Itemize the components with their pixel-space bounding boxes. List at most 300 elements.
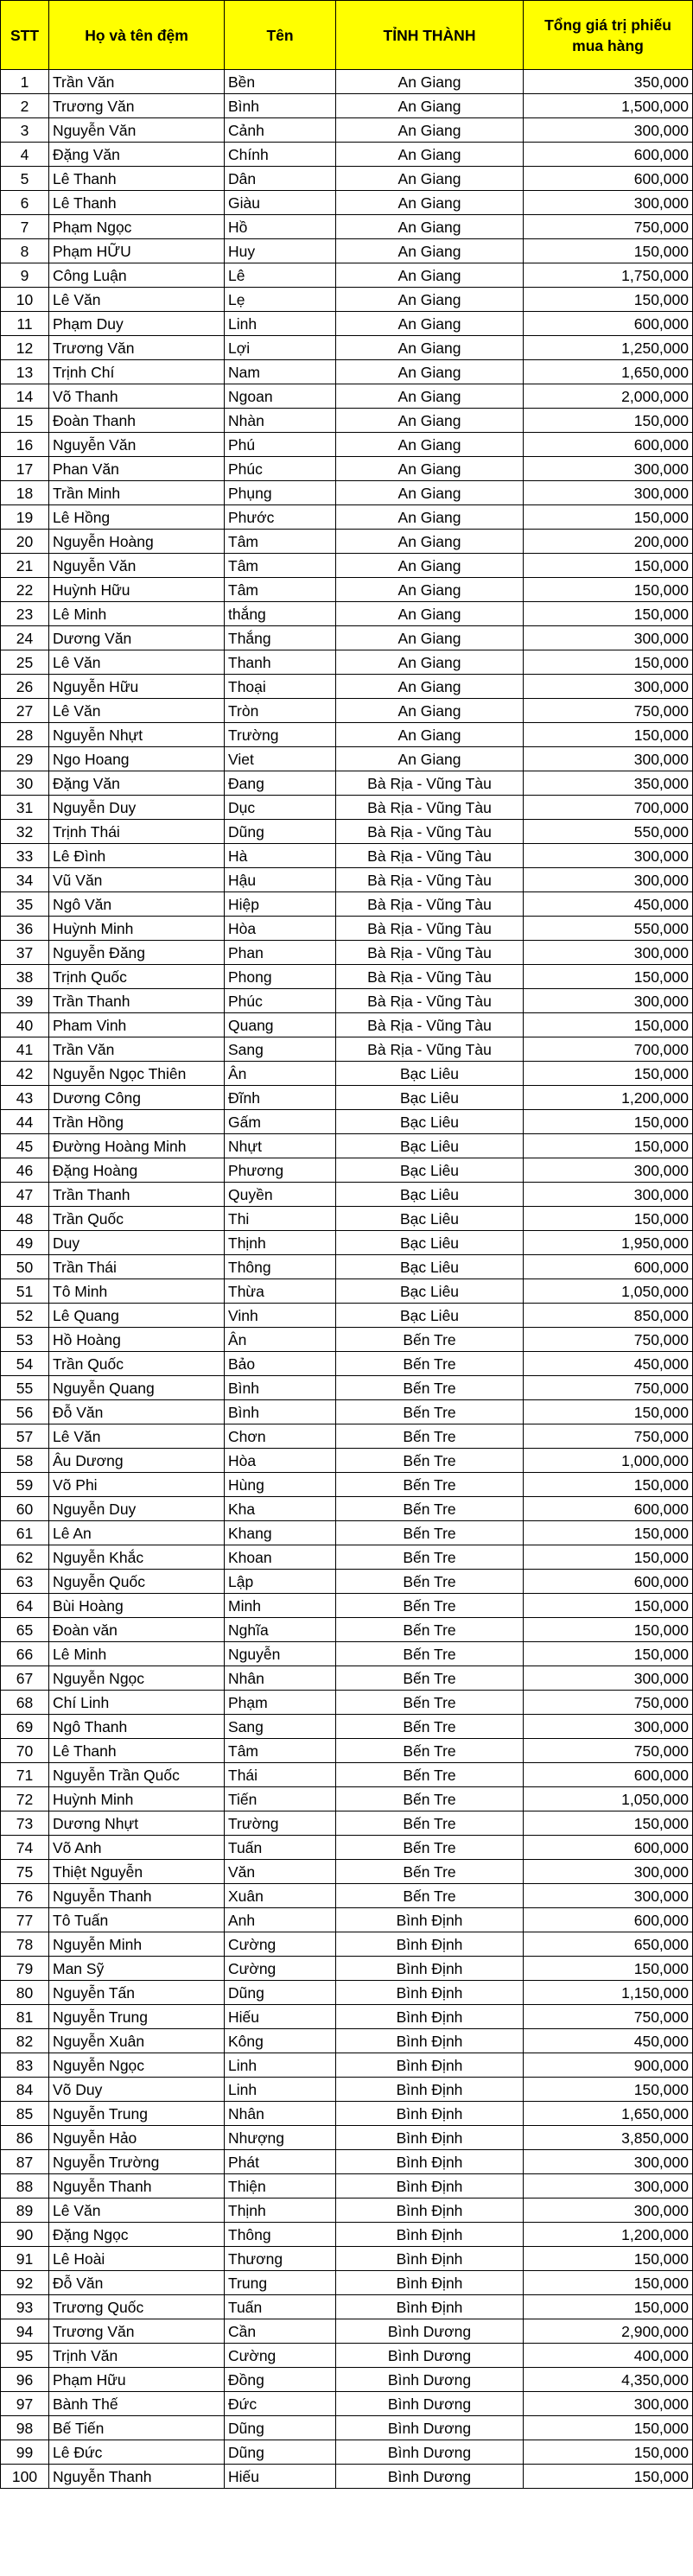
cell-stt: 41 bbox=[1, 1037, 49, 1062]
cell-voucher-total: 300,000 bbox=[524, 1884, 693, 1908]
cell-middle-name: Phạm Ngọc bbox=[49, 215, 225, 239]
cell-middle-name: Lê Văn bbox=[49, 650, 225, 675]
cell-province: An Giang bbox=[336, 384, 524, 409]
cell-stt: 88 bbox=[1, 2174, 49, 2198]
table-row bbox=[1, 1666, 693, 1691]
cell-first-name: Đang bbox=[225, 771, 336, 796]
cell-stt: 78 bbox=[1, 1932, 49, 1957]
cell-middle-name: Lê Đình bbox=[49, 844, 225, 868]
cell-first-name: Hùng bbox=[225, 1473, 336, 1497]
table-row bbox=[1, 796, 693, 820]
table-header bbox=[1, 1, 693, 70]
cell-province: Bình Định bbox=[336, 2295, 524, 2319]
cell-stt: 95 bbox=[1, 2344, 49, 2368]
cell-province: An Giang bbox=[336, 409, 524, 433]
cell-stt: 5 bbox=[1, 167, 49, 191]
cell-stt: 68 bbox=[1, 1691, 49, 1715]
cell-first-name: Minh bbox=[225, 1594, 336, 1618]
cell-province: Bến Tre bbox=[336, 1739, 524, 1763]
cell-middle-name: Đường Hoàng Minh bbox=[49, 1134, 225, 1158]
cell-stt: 62 bbox=[1, 1545, 49, 1570]
cell-first-name: Thương bbox=[225, 2247, 336, 2271]
cell-voucher-total: 150,000 bbox=[524, 2271, 693, 2295]
cell-first-name: Cường bbox=[225, 1932, 336, 1957]
cell-first-name: Cảnh bbox=[225, 118, 336, 143]
cell-voucher-total: 600,000 bbox=[524, 167, 693, 191]
table-row bbox=[1, 1811, 693, 1836]
cell-stt: 58 bbox=[1, 1449, 49, 1473]
cell-first-name: Nhàn bbox=[225, 409, 336, 433]
cell-stt: 21 bbox=[1, 554, 49, 578]
cell-voucher-total: 150,000 bbox=[524, 409, 693, 433]
cell-stt: 12 bbox=[1, 336, 49, 360]
cell-voucher-total: 2,000,000 bbox=[524, 384, 693, 409]
cell-stt: 72 bbox=[1, 1787, 49, 1811]
cell-middle-name: Nguyễn Trần Quốc bbox=[49, 1763, 225, 1787]
cell-first-name: Đĩnh bbox=[225, 1086, 336, 1110]
cell-province: Bình Định bbox=[336, 2102, 524, 2126]
cell-first-name: Giàu bbox=[225, 191, 336, 215]
cell-province: Bà Rịa - Vũng Tàu bbox=[336, 844, 524, 868]
cell-stt: 14 bbox=[1, 384, 49, 409]
table-row bbox=[1, 2319, 693, 2344]
cell-voucher-total: 300,000 bbox=[524, 481, 693, 505]
cell-first-name: Quyền bbox=[225, 1183, 336, 1207]
cell-first-name: Ngoan bbox=[225, 384, 336, 409]
cell-middle-name: Trương Quốc bbox=[49, 2295, 225, 2319]
cell-first-name: Hòa bbox=[225, 917, 336, 941]
cell-voucher-total: 150,000 bbox=[524, 1642, 693, 1666]
cell-voucher-total: 850,000 bbox=[524, 1304, 693, 1328]
cell-middle-name: Bùi Hoàng bbox=[49, 1594, 225, 1618]
cell-voucher-total: 150,000 bbox=[524, 1521, 693, 1545]
cell-first-name: Chơn bbox=[225, 1424, 336, 1449]
cell-voucher-total: 1,250,000 bbox=[524, 336, 693, 360]
cell-first-name: Cường bbox=[225, 1957, 336, 1981]
cell-middle-name: Duy bbox=[49, 1231, 225, 1255]
cell-province: Bình Định bbox=[336, 2078, 524, 2102]
cell-province: An Giang bbox=[336, 312, 524, 336]
header-stt: STT bbox=[1, 1, 49, 70]
cell-province: Bà Rịa - Vũng Tàu bbox=[336, 941, 524, 965]
cell-voucher-total: 450,000 bbox=[524, 1352, 693, 1376]
cell-middle-name: Nguyễn Ngọc bbox=[49, 1666, 225, 1691]
table-row bbox=[1, 1763, 693, 1787]
cell-stt: 65 bbox=[1, 1618, 49, 1642]
cell-province: Bến Tre bbox=[336, 1811, 524, 1836]
table-row bbox=[1, 2440, 693, 2465]
cell-middle-name: Trịnh Chí bbox=[49, 360, 225, 384]
cell-first-name: Vinh bbox=[225, 1304, 336, 1328]
cell-voucher-total: 150,000 bbox=[524, 1400, 693, 1424]
table-row bbox=[1, 1134, 693, 1158]
cell-first-name: Khoan bbox=[225, 1545, 336, 1570]
cell-stt: 89 bbox=[1, 2198, 49, 2223]
cell-first-name: Phương bbox=[225, 1158, 336, 1183]
cell-stt: 98 bbox=[1, 2416, 49, 2440]
cell-first-name: Lập bbox=[225, 1570, 336, 1594]
table-row bbox=[1, 747, 693, 771]
cell-voucher-total: 150,000 bbox=[524, 602, 693, 626]
table-row bbox=[1, 505, 693, 530]
cell-first-name: Thịnh bbox=[225, 1231, 336, 1255]
cell-middle-name: Nguyễn Duy bbox=[49, 1497, 225, 1521]
table-row bbox=[1, 1473, 693, 1497]
cell-province: Bình Dương bbox=[336, 2368, 524, 2392]
cell-middle-name: Bành Thế bbox=[49, 2392, 225, 2416]
table-row bbox=[1, 723, 693, 747]
table-row bbox=[1, 1981, 693, 2005]
cell-stt: 31 bbox=[1, 796, 49, 820]
cell-province: Bến Tre bbox=[336, 1545, 524, 1570]
cell-voucher-total: 750,000 bbox=[524, 1328, 693, 1352]
cell-first-name: Phạm bbox=[225, 1691, 336, 1715]
cell-province: Bến Tre bbox=[336, 1376, 524, 1400]
cell-first-name: Xuân bbox=[225, 1884, 336, 1908]
cell-middle-name: Man Sỹ bbox=[49, 1957, 225, 1981]
cell-middle-name: Trương Văn bbox=[49, 94, 225, 118]
cell-first-name: Bảo bbox=[225, 1352, 336, 1376]
table-row bbox=[1, 1062, 693, 1086]
cell-stt: 3 bbox=[1, 118, 49, 143]
cell-stt: 83 bbox=[1, 2053, 49, 2078]
cell-voucher-total: 300,000 bbox=[524, 868, 693, 892]
cell-first-name: Trường bbox=[225, 1811, 336, 1836]
cell-province: Bình Định bbox=[336, 2174, 524, 2198]
cell-first-name: Bình bbox=[225, 1376, 336, 1400]
cell-middle-name: Nguyễn Ngọc Thiên bbox=[49, 1062, 225, 1086]
cell-province: Bến Tre bbox=[336, 1570, 524, 1594]
cell-first-name: Hiệp bbox=[225, 892, 336, 917]
table-row bbox=[1, 868, 693, 892]
cell-middle-name: Trần Hồng bbox=[49, 1110, 225, 1134]
cell-first-name: Dân bbox=[225, 167, 336, 191]
cell-first-name: Phát bbox=[225, 2150, 336, 2174]
table-row bbox=[1, 1449, 693, 1473]
header-first-name: Tên bbox=[225, 1, 336, 70]
cell-first-name: Ân bbox=[225, 1328, 336, 1352]
table-row bbox=[1, 1932, 693, 1957]
cell-voucher-total: 2,900,000 bbox=[524, 2319, 693, 2344]
cell-middle-name: Trương Văn bbox=[49, 2319, 225, 2344]
cell-first-name: Cần bbox=[225, 2319, 336, 2344]
cell-voucher-total: 300,000 bbox=[524, 2392, 693, 2416]
table-row bbox=[1, 1400, 693, 1424]
cell-middle-name: Nguyễn Minh bbox=[49, 1932, 225, 1957]
table-row bbox=[1, 1037, 693, 1062]
cell-middle-name: Phạm Duy bbox=[49, 312, 225, 336]
cell-middle-name: Đỗ Văn bbox=[49, 1400, 225, 1424]
cell-province: Bến Tre bbox=[336, 1666, 524, 1691]
cell-middle-name: Trịnh Quốc bbox=[49, 965, 225, 989]
cell-province: Bình Định bbox=[336, 1908, 524, 1932]
table-row bbox=[1, 1013, 693, 1037]
table-row bbox=[1, 1424, 693, 1449]
cell-stt: 84 bbox=[1, 2078, 49, 2102]
table-row bbox=[1, 94, 693, 118]
table-row bbox=[1, 2392, 693, 2416]
cell-stt: 71 bbox=[1, 1763, 49, 1787]
cell-middle-name: Huỳnh Minh bbox=[49, 1787, 225, 1811]
cell-first-name: Kông bbox=[225, 2029, 336, 2053]
cell-province: Bà Rịa - Vũng Tàu bbox=[336, 868, 524, 892]
cell-stt: 80 bbox=[1, 1981, 49, 2005]
cell-voucher-total: 150,000 bbox=[524, 505, 693, 530]
table-row bbox=[1, 965, 693, 989]
header-voucher-total: Tổng giá trị phiếu mua hàng bbox=[524, 1, 693, 70]
table-row bbox=[1, 820, 693, 844]
table-row bbox=[1, 1183, 693, 1207]
cell-first-name: Gấm bbox=[225, 1110, 336, 1134]
cell-voucher-total: 450,000 bbox=[524, 2029, 693, 2053]
cell-first-name: Dũng bbox=[225, 2440, 336, 2465]
cell-stt: 59 bbox=[1, 1473, 49, 1497]
table-row bbox=[1, 844, 693, 868]
cell-province: Bình Dương bbox=[336, 2440, 524, 2465]
cell-province: Bình Dương bbox=[336, 2344, 524, 2368]
cell-stt: 13 bbox=[1, 360, 49, 384]
cell-province: An Giang bbox=[336, 675, 524, 699]
cell-voucher-total: 600,000 bbox=[524, 1836, 693, 1860]
cell-stt: 1 bbox=[1, 70, 49, 94]
cell-voucher-total: 150,000 bbox=[524, 1594, 693, 1618]
cell-middle-name: Nguyễn Thanh bbox=[49, 1884, 225, 1908]
cell-voucher-total: 300,000 bbox=[524, 118, 693, 143]
header-middle-name: Họ và tên đệm bbox=[49, 1, 225, 70]
cell-middle-name: Trịnh Thái bbox=[49, 820, 225, 844]
cell-voucher-total: 300,000 bbox=[524, 457, 693, 481]
cell-middle-name: Trần Văn bbox=[49, 1037, 225, 1062]
cell-stt: 93 bbox=[1, 2295, 49, 2319]
cell-middle-name: Đặng Hoàng bbox=[49, 1158, 225, 1183]
cell-province: Bạc Liêu bbox=[336, 1304, 524, 1328]
cell-stt: 96 bbox=[1, 2368, 49, 2392]
table-row bbox=[1, 2271, 693, 2295]
cell-stt: 92 bbox=[1, 2271, 49, 2295]
cell-middle-name: Nguyễn Hảo bbox=[49, 2126, 225, 2150]
table-row bbox=[1, 481, 693, 505]
cell-middle-name: Chí Linh bbox=[49, 1691, 225, 1715]
cell-province: Bình Định bbox=[336, 2029, 524, 2053]
cell-voucher-total: 300,000 bbox=[524, 747, 693, 771]
cell-first-name: Linh bbox=[225, 2078, 336, 2102]
cell-stt: 81 bbox=[1, 2005, 49, 2029]
cell-stt: 54 bbox=[1, 1352, 49, 1376]
cell-first-name: Tiến bbox=[225, 1787, 336, 1811]
table-row bbox=[1, 1086, 693, 1110]
cell-first-name: Tâm bbox=[225, 554, 336, 578]
table-row bbox=[1, 1545, 693, 1570]
cell-middle-name: Nguyễn Nhựt bbox=[49, 723, 225, 747]
cell-first-name: Tâm bbox=[225, 1739, 336, 1763]
cell-province: Bạc Liêu bbox=[336, 1110, 524, 1134]
table-row bbox=[1, 1642, 693, 1666]
cell-stt: 67 bbox=[1, 1666, 49, 1691]
cell-middle-name: Nguyễn Ngọc bbox=[49, 2053, 225, 2078]
cell-middle-name: Lê Văn bbox=[49, 699, 225, 723]
table-row bbox=[1, 1884, 693, 1908]
cell-voucher-total: 750,000 bbox=[524, 1376, 693, 1400]
cell-voucher-total: 350,000 bbox=[524, 70, 693, 94]
cell-middle-name: Trần Thanh bbox=[49, 989, 225, 1013]
cell-first-name: Lẹ bbox=[225, 288, 336, 312]
table-row bbox=[1, 1279, 693, 1304]
cell-stt: 19 bbox=[1, 505, 49, 530]
table-row bbox=[1, 70, 693, 94]
cell-stt: 42 bbox=[1, 1062, 49, 1086]
cell-first-name: Nhân bbox=[225, 2102, 336, 2126]
cell-province: An Giang bbox=[336, 167, 524, 191]
cell-stt: 51 bbox=[1, 1279, 49, 1304]
cell-middle-name: Đoàn Thanh bbox=[49, 409, 225, 433]
cell-voucher-total: 600,000 bbox=[524, 1255, 693, 1279]
cell-first-name: Hiếu bbox=[225, 2005, 336, 2029]
cell-voucher-total: 300,000 bbox=[524, 1183, 693, 1207]
table-row bbox=[1, 675, 693, 699]
cell-province: An Giang bbox=[336, 505, 524, 530]
cell-province: Bến Tre bbox=[336, 1521, 524, 1545]
cell-stt: 75 bbox=[1, 1860, 49, 1884]
cell-first-name: Thừa bbox=[225, 1279, 336, 1304]
cell-voucher-total: 300,000 bbox=[524, 1666, 693, 1691]
cell-first-name: Tròn bbox=[225, 699, 336, 723]
cell-middle-name: Nguyễn Văn bbox=[49, 118, 225, 143]
cell-stt: 27 bbox=[1, 699, 49, 723]
table-row bbox=[1, 1521, 693, 1545]
cell-voucher-total: 1,000,000 bbox=[524, 1449, 693, 1473]
cell-voucher-total: 600,000 bbox=[524, 143, 693, 167]
cell-first-name: Trung bbox=[225, 2271, 336, 2295]
table-row bbox=[1, 2416, 693, 2440]
table-row bbox=[1, 1860, 693, 1884]
cell-stt: 39 bbox=[1, 989, 49, 1013]
cell-first-name: Bình bbox=[225, 1400, 336, 1424]
table-row bbox=[1, 602, 693, 626]
table-row bbox=[1, 2465, 693, 2489]
cell-province: Bình Định bbox=[336, 1932, 524, 1957]
cell-stt: 30 bbox=[1, 771, 49, 796]
cell-stt: 90 bbox=[1, 2223, 49, 2247]
cell-province: An Giang bbox=[336, 118, 524, 143]
cell-stt: 49 bbox=[1, 1231, 49, 1255]
cell-stt: 29 bbox=[1, 747, 49, 771]
cell-first-name: Dũng bbox=[225, 2416, 336, 2440]
table-row bbox=[1, 1328, 693, 1352]
cell-voucher-total: 200,000 bbox=[524, 530, 693, 554]
table-row bbox=[1, 892, 693, 917]
cell-voucher-total: 150,000 bbox=[524, 1110, 693, 1134]
cell-middle-name: Nguyễn Trường bbox=[49, 2150, 225, 2174]
table-row bbox=[1, 1618, 693, 1642]
cell-voucher-total: 650,000 bbox=[524, 1932, 693, 1957]
table-row bbox=[1, 143, 693, 167]
cell-province: An Giang bbox=[336, 143, 524, 167]
cell-province: Bến Tre bbox=[336, 1618, 524, 1642]
table-row bbox=[1, 288, 693, 312]
cell-province: Bến Tre bbox=[336, 1884, 524, 1908]
cell-province: An Giang bbox=[336, 239, 524, 263]
cell-stt: 56 bbox=[1, 1400, 49, 1424]
cell-middle-name: Dương Công bbox=[49, 1086, 225, 1110]
cell-stt: 63 bbox=[1, 1570, 49, 1594]
cell-province: Bình Định bbox=[336, 1981, 524, 2005]
cell-province: Bình Định bbox=[336, 1957, 524, 1981]
cell-stt: 4 bbox=[1, 143, 49, 167]
cell-first-name: Hà bbox=[225, 844, 336, 868]
cell-stt: 16 bbox=[1, 433, 49, 457]
table-row bbox=[1, 1570, 693, 1594]
cell-voucher-total: 1,750,000 bbox=[524, 263, 693, 288]
cell-first-name: Chính bbox=[225, 143, 336, 167]
cell-middle-name: Lê Thanh bbox=[49, 191, 225, 215]
cell-middle-name: Trần Quốc bbox=[49, 1352, 225, 1376]
cell-province: Bà Rịa - Vũng Tàu bbox=[336, 892, 524, 917]
cell-voucher-total: 150,000 bbox=[524, 1545, 693, 1570]
cell-voucher-total: 750,000 bbox=[524, 1739, 693, 1763]
cell-middle-name: Võ Thanh bbox=[49, 384, 225, 409]
table-row bbox=[1, 433, 693, 457]
cell-middle-name: Võ Anh bbox=[49, 1836, 225, 1860]
cell-stt: 74 bbox=[1, 1836, 49, 1860]
cell-middle-name: Đặng Ngọc bbox=[49, 2223, 225, 2247]
cell-province: An Giang bbox=[336, 336, 524, 360]
cell-province: Bình Định bbox=[336, 2247, 524, 2271]
cell-middle-name: Lê Hoài bbox=[49, 2247, 225, 2271]
table-row bbox=[1, 1691, 693, 1715]
cell-middle-name: Lê Đức bbox=[49, 2440, 225, 2465]
cell-middle-name: Nguyễn Văn bbox=[49, 554, 225, 578]
cell-stt: 18 bbox=[1, 481, 49, 505]
cell-middle-name: Nguyễn Khắc bbox=[49, 1545, 225, 1570]
cell-middle-name: Hồ Hoàng bbox=[49, 1328, 225, 1352]
cell-middle-name: Lê Văn bbox=[49, 1424, 225, 1449]
cell-first-name: Linh bbox=[225, 2053, 336, 2078]
cell-first-name: Tâm bbox=[225, 578, 336, 602]
cell-province: An Giang bbox=[336, 626, 524, 650]
table-row bbox=[1, 1908, 693, 1932]
table-row bbox=[1, 2126, 693, 2150]
cell-stt: 23 bbox=[1, 602, 49, 626]
cell-middle-name: Phạm HỮU bbox=[49, 239, 225, 263]
table-row bbox=[1, 1255, 693, 1279]
table-row bbox=[1, 2247, 693, 2271]
cell-voucher-total: 150,000 bbox=[524, 1811, 693, 1836]
cell-first-name: Hiếu bbox=[225, 2465, 336, 2489]
cell-voucher-total: 1,650,000 bbox=[524, 2102, 693, 2126]
cell-stt: 94 bbox=[1, 2319, 49, 2344]
cell-stt: 28 bbox=[1, 723, 49, 747]
cell-stt: 55 bbox=[1, 1376, 49, 1400]
cell-voucher-total: 1,650,000 bbox=[524, 360, 693, 384]
cell-stt: 36 bbox=[1, 917, 49, 941]
cell-province: An Giang bbox=[336, 288, 524, 312]
cell-stt: 45 bbox=[1, 1134, 49, 1158]
table-row bbox=[1, 2078, 693, 2102]
cell-voucher-total: 300,000 bbox=[524, 626, 693, 650]
cell-first-name: Nhựt bbox=[225, 1134, 336, 1158]
cell-voucher-total: 150,000 bbox=[524, 650, 693, 675]
cell-voucher-total: 600,000 bbox=[524, 312, 693, 336]
cell-stt: 76 bbox=[1, 1884, 49, 1908]
table-row bbox=[1, 650, 693, 675]
cell-first-name: Sang bbox=[225, 1037, 336, 1062]
cell-voucher-total: 300,000 bbox=[524, 1158, 693, 1183]
cell-middle-name: Trần Thanh bbox=[49, 1183, 225, 1207]
cell-province: Bến Tre bbox=[336, 1497, 524, 1521]
cell-province: Bến Tre bbox=[336, 1860, 524, 1884]
cell-first-name: Thông bbox=[225, 2223, 336, 2247]
cell-middle-name: Nguyễn Trung bbox=[49, 2102, 225, 2126]
